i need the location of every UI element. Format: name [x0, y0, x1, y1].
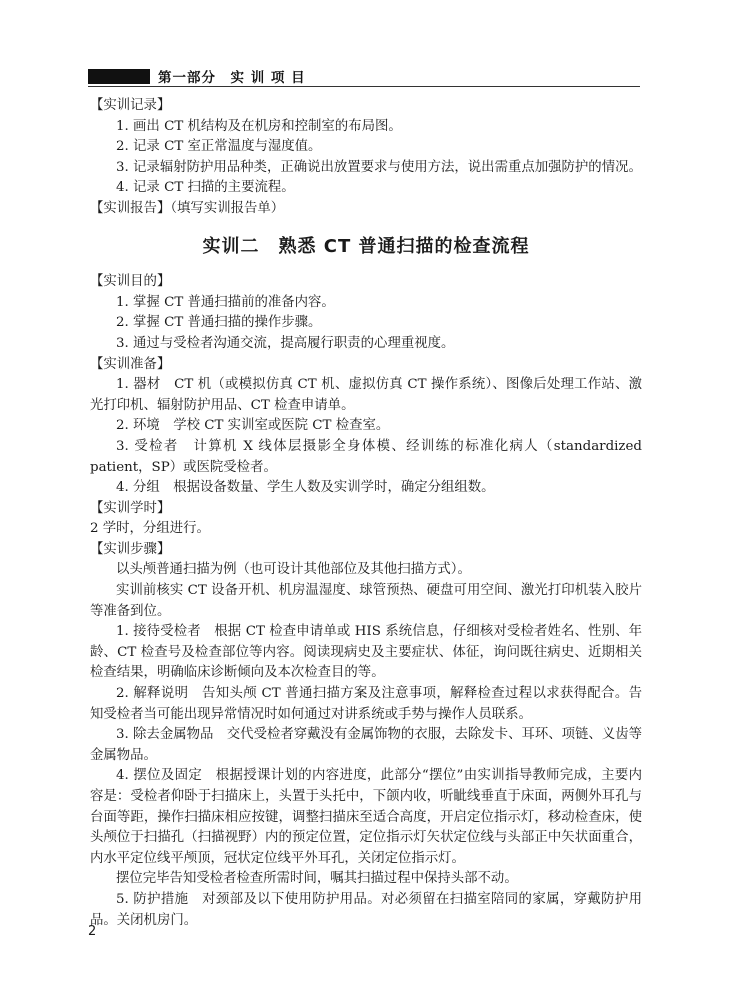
steps-paragraph: 以头颅普通扫描为例（也可设计其他部位及其他扫描方式）。 — [116, 562, 471, 578]
record-item-1: 1. 画出 CT 机结构及在机房和控制室的布局图。 — [116, 118, 402, 134]
steps-paragraph: 摆位完毕告知受检者检查所需时间，嘱其扫描过程中保持头部不动。 — [116, 871, 518, 887]
prep-heading: 【实训准备】 — [90, 356, 171, 372]
record-item-4: 4. 记录 CT 扫描的主要流程。 — [116, 180, 295, 196]
prep-item-2: 2. 环境 学校 CT 实训室或医院 CT 检查室。 — [116, 418, 390, 434]
steps-paragraph: 3. 除去金属物品 交代受检者穿戴没有金属饰物的衣服，去除发卡、耳环、项链、义齿等金属物品。 — [90, 727, 642, 763]
record-item-3: 3. 记录辐射防护用品种类，正确说出放置要求与使用方法，说出需重点加强防护的情况。 — [116, 159, 642, 175]
steps-paragraph: 1. 接待受检者 根据 CT 检查申请单或 HIS 系统信息，仔细核对受检者姓名、性别、年龄、CT 检查号及检查部位等内容。阅读现病史及主要症状、体征，询问既往病史、近期相关检查结果，明确临床诊断倾向及本次检查目的等。 — [90, 624, 642, 681]
section-title: 实训二 熟悉 CT 普通扫描的检查流程 — [202, 235, 530, 257]
hours-heading: 【实训学时】 — [90, 500, 171, 516]
report-line: 【实训报告】（填写实训报告单） — [90, 200, 285, 216]
header-section-title: 第一部分 实 训 项 目 — [158, 70, 306, 86]
steps-paragraph: 实训前核实 CT 设备开机、机房温湿度、球管预热、硬盘可用空间、激光打印机装入胶片等准备到位。 — [90, 583, 642, 619]
page-number: 2 — [88, 924, 97, 939]
prep-item-4: 4. 分组 根据设备数量、学生人数及实训学时，确定分组组数。 — [116, 480, 495, 496]
steps-paragraph: 4. 摆位及固定 根据授课计划的内容进度，此部分“摆位”由实训指导教师完成，主要内容是：受检者仰卧于扫描床上，头置于头托中，下颌内收，听眦线垂直于床面，两侧外耳孔与台面等距，操作扫描床相应按键，调整扫描床至适合高度，开启定位指示灯，移动检查床，使头颅位于扫描孔（扫描视野）内的预定位置，定位指示灯矢状定位线与头部正中矢状面重合，内水平定位线平颅顶，冠状定位线平外耳孔，关闭定位指示灯。 — [90, 768, 642, 866]
steps-paragraph: 2. 解释说明 告知头颅 CT 普通扫描方案及注意事项，解释检查过程以求获得配合。告知受检者当可能出现异常情况时如何通过对讲系统或手势与操作人员联系。 — [90, 686, 642, 722]
hours-text: 2 学时，分组进行。 — [90, 521, 210, 537]
purpose-item-2: 2. 掌握 CT 普通扫描的操作步骤。 — [116, 315, 322, 331]
record-heading: 【实训记录】 — [90, 98, 171, 113]
purpose-item-3: 3. 通过与受检者沟通交流，提高履行职责的心理重视度。 — [116, 335, 455, 351]
header-rule — [88, 86, 640, 87]
prep-item-3: 3. 受检者 计算机 X 线体层摄影全身体模、经训练的标准化病人（standardized patient，SP）或医院受检者。 — [90, 438, 642, 475]
steps-paragraph: 5. 防护措施 对颈部及以下使用防护用品。对必须留在扫描室陪同的家属，穿戴防护用品。关闭机房门。 — [90, 891, 642, 928]
record-item-2: 2. 记录 CT 室正常温度与湿度值。 — [116, 139, 322, 155]
steps-heading: 【实训步骤】 — [90, 541, 171, 557]
purpose-heading: 【实训目的】 — [90, 274, 171, 290]
running-header — [88, 66, 306, 86]
header-bar-decoration — [88, 69, 150, 84]
page-body — [90, 96, 642, 931]
purpose-item-1: 1. 掌握 CT 普通扫描前的准备内容。 — [116, 294, 335, 310]
prep-item-1: 1. 器材 CT 机（或模拟仿真 CT 机、虚拟仿真 CT 操作系统）、图像后处理工作站、激光打印机、辐射防护用品、CT 检查申请单。 — [90, 377, 642, 413]
